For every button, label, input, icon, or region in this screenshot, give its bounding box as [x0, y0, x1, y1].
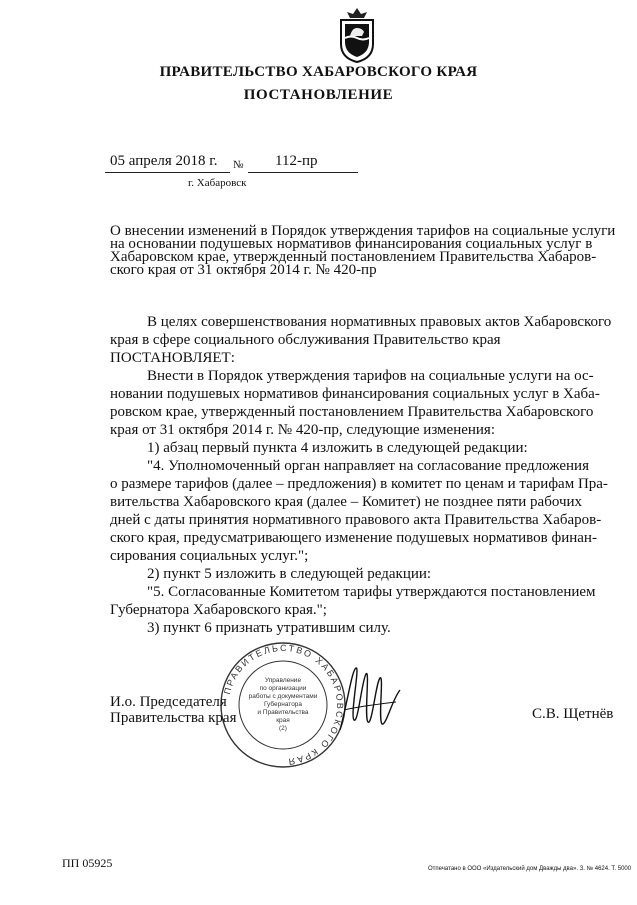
signatory-title-line: И.о. Председателя — [110, 694, 227, 710]
body-line: ПОСТАНОВЛЯЕТ: — [110, 350, 235, 366]
body-line: края в сфере социального обслуживания Правительство края — [110, 332, 501, 348]
signatory-name: С.В. Щетнёв — [532, 706, 614, 722]
document-code: ПП 05925 — [62, 856, 113, 870]
stamp-line: по организации — [259, 685, 307, 692]
body-line: края от 31 октября 2014 г. № 420-пр, следующие изменения: — [110, 422, 495, 438]
stamp-line: края — [276, 717, 290, 724]
body-line: вительства Хабаровского края (далее – Комитет) не позднее пяти рабочих — [110, 494, 583, 510]
signatory-title-line: Правительства края — [110, 710, 237, 726]
official-stamp — [218, 640, 348, 770]
number-sign: № — [233, 159, 244, 171]
stamp-line: и Правительства — [257, 709, 309, 716]
handwritten-signature — [330, 660, 410, 735]
government-title: ПРАВИТЕЛЬСТВО ХАБАРОВСКОГО КРАЯ — [159, 64, 478, 80]
coat-of-arms-icon — [337, 6, 377, 64]
document-date: 05 апреля 2018 г. — [110, 153, 218, 169]
stamp-line: (2) — [279, 725, 287, 732]
stamp-line: Управление — [264, 677, 302, 684]
body-line: ского края, предусматривающего изменение подушевых нормативов финан- — [110, 530, 597, 546]
body-line: Губернатора Хабаровского края."; — [110, 602, 327, 618]
signatory-title — [110, 694, 237, 726]
date-underline — [105, 172, 230, 173]
body-line: ровском крае, утвержденный постановлением Правительства Хабаровского — [110, 404, 594, 420]
subject-line: О внесении изменений в Порядок утверждения тарифов на социальные услуги — [110, 223, 616, 239]
document-type: ПОСТАНОВЛЕНИЕ — [243, 87, 394, 103]
subject-line: на основании подушевых нормативов финансирования социальных услуг в — [110, 236, 593, 252]
subject-line: Хабаровском крае, утвержденный постановлением Правительства Хабаров- — [110, 249, 597, 265]
document-body — [110, 313, 615, 637]
stamp-line: работы с документами — [248, 693, 318, 700]
body-line: Внести в Порядок утверждения тарифов на социальные услуги на ос- — [147, 368, 594, 384]
body-line: дней с даты принятия нормативного правового акта Правительства Хабаров- — [110, 512, 602, 528]
document-city: г. Хабаровск — [188, 177, 247, 189]
stamp-ring-text: ПРАВИТЕЛЬСТВО ХАБАРОВСКОГО КРАЯ — [222, 642, 346, 767]
printing-note: Отпечатано в ООО «Издательский дом Дважды два». З. № 4624. Т. 5000 — [428, 866, 632, 872]
body-line: 1) абзац первый пункта 4 изложить в следующей редакции: — [147, 440, 528, 456]
body-line: о размере тарифов (далее – предложения) в комитет по ценам и тарифам Пра- — [110, 476, 608, 492]
subject-line: ского края от 31 октября 2014 г. № 420-пр — [110, 262, 377, 278]
body-line: 2) пункт 5 изложить в следующей редакции: — [147, 566, 432, 582]
document-subject — [110, 225, 615, 277]
body-line: "5. Согласованные Комитетом тарифы утверждаются постановлением — [147, 584, 596, 600]
body-line: 3) пункт 6 признать утратившим силу. — [147, 620, 391, 636]
stamp-line: Губернатора — [263, 701, 303, 708]
body-line: сирования социальных услуг."; — [110, 548, 309, 564]
body-line: новании подушевых нормативов финансирования социальных услуг в Хаба- — [110, 386, 600, 402]
document-number: 112-пр — [275, 153, 318, 169]
body-line: "4. Уполномоченный орган направляет на согласование предложения — [147, 458, 589, 474]
number-underline — [248, 172, 358, 173]
body-line: В целях совершенствования нормативных правовых актов Хабаровского — [147, 314, 612, 330]
